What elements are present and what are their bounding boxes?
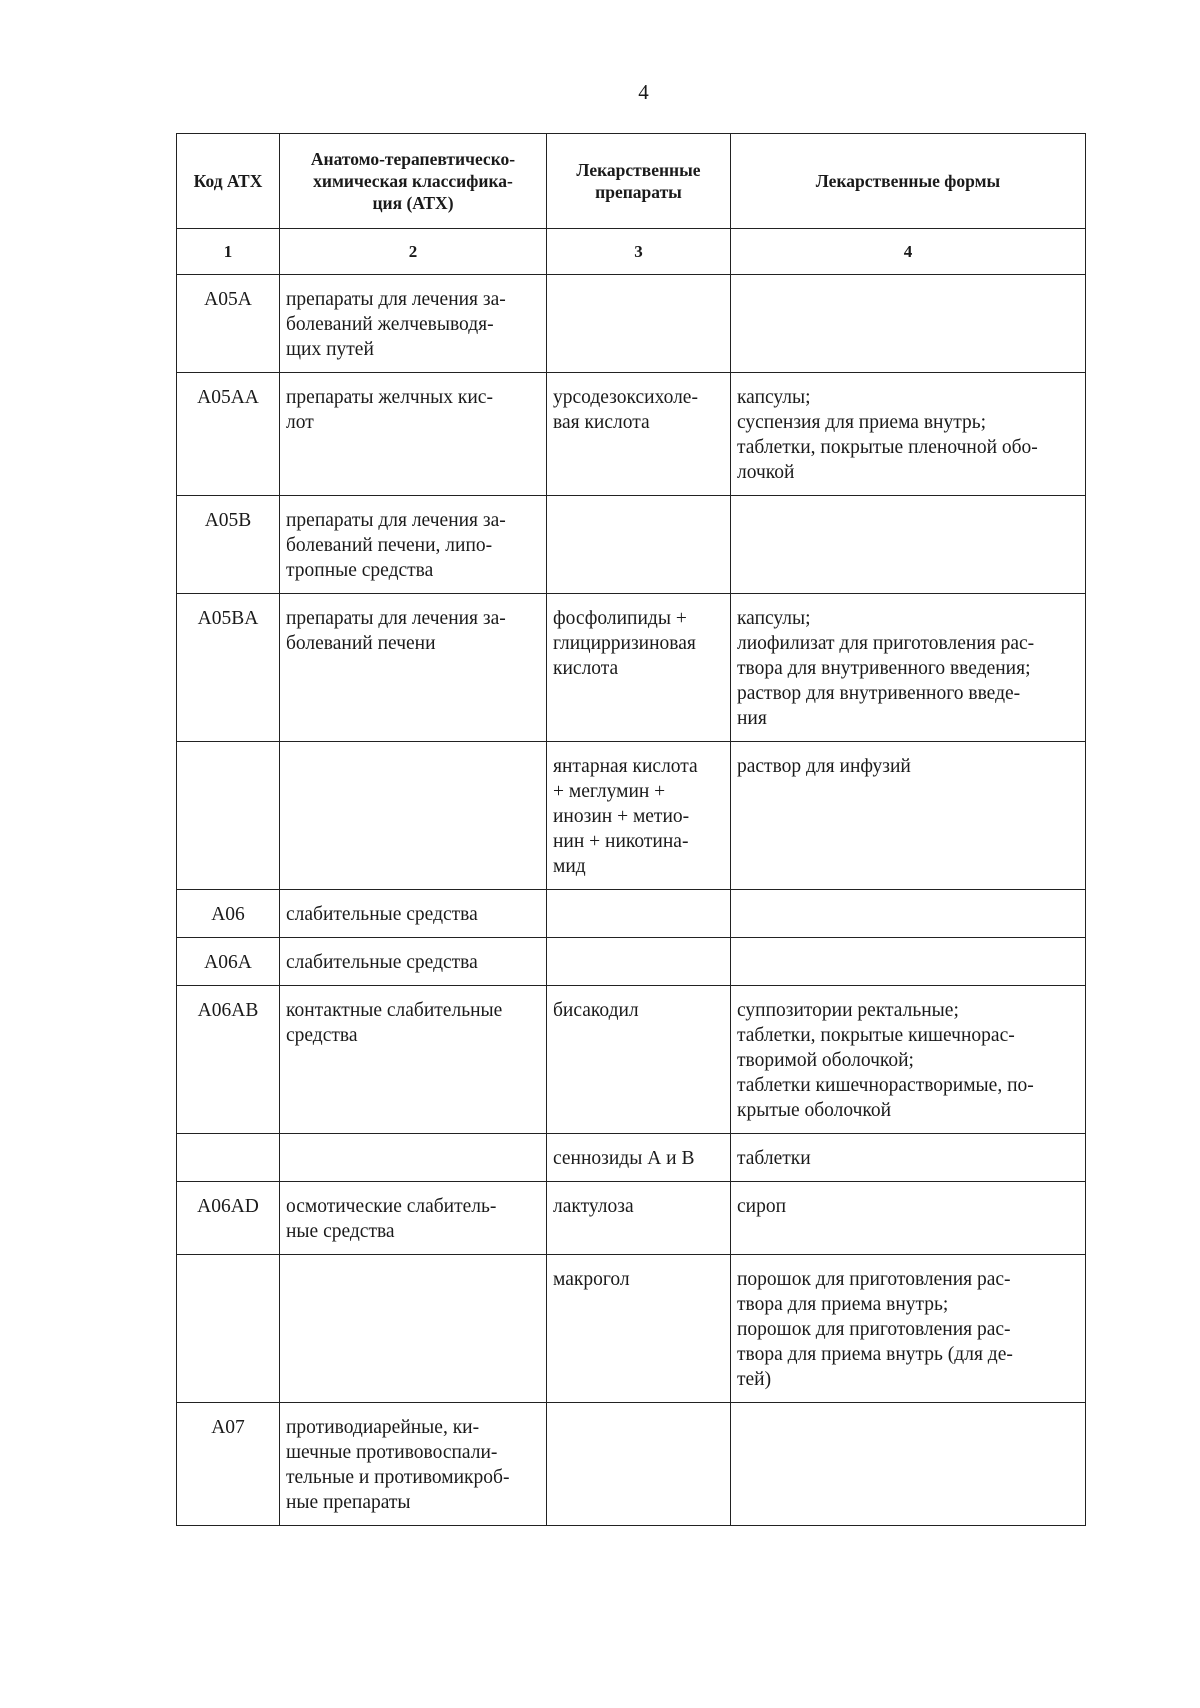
table-row xyxy=(177,373,1086,496)
column-number: 3 xyxy=(547,229,731,275)
cell-text-line: болеваний печени xyxy=(286,633,436,654)
table-header-row xyxy=(177,134,1086,229)
table-row xyxy=(177,986,1086,1134)
cell-text-line: средства xyxy=(286,1025,358,1046)
medicinal-product-cell xyxy=(547,275,731,373)
medicinal-product-cell xyxy=(547,742,731,890)
classification-cell xyxy=(280,373,547,496)
cell-text-line: болеваний печени, липо- xyxy=(286,535,493,556)
table-row xyxy=(177,1403,1086,1526)
header-text-line: Анатомо-терапевтическо- xyxy=(310,149,516,169)
cell-text-line: тельные и противомикроб- xyxy=(286,1467,510,1488)
cell-text-line: ные средства xyxy=(286,1221,395,1242)
cell-text-line: капсулы; xyxy=(737,608,811,629)
atc-code-cell: A06AD xyxy=(177,1182,280,1255)
dosage-forms-cell xyxy=(731,1182,1086,1255)
header-text-line: Код АТХ xyxy=(193,171,263,191)
medicinal-product-cell xyxy=(547,938,731,986)
cell-text-line: порошок для приготовления рас- xyxy=(737,1319,1011,1340)
cell-text-line: ные препараты xyxy=(286,1492,411,1513)
cell-text-line: творимой оболочкой; xyxy=(737,1050,914,1071)
cell-text-line: болеваний желчевыводя- xyxy=(286,314,494,335)
cell-text-line: суспензия для приема внутрь; xyxy=(737,412,987,433)
classification-cell xyxy=(280,890,547,938)
classification-cell xyxy=(280,594,547,742)
cell-text-line: лиофилизат для приготовления рас- xyxy=(737,633,1035,654)
table-row xyxy=(177,890,1086,938)
atc-code-cell xyxy=(177,742,280,890)
cell-text-line: таблетки, покрытые кишечнорас- xyxy=(737,1025,1015,1046)
cell-text-line: суппозитории ректальные; xyxy=(737,1000,959,1021)
cell-text-line: вая кислота xyxy=(553,412,650,433)
cell-text-line: инозин + метио- xyxy=(553,806,690,827)
medicinal-product-cell xyxy=(547,496,731,594)
dosage-forms-cell xyxy=(731,594,1086,742)
classification-cell xyxy=(280,1403,547,1526)
header-medicinal-products xyxy=(547,134,731,229)
table-row xyxy=(177,1255,1086,1403)
cell-text-line: глицирризиновая xyxy=(553,633,696,654)
cell-text-line: макрогол xyxy=(553,1269,630,1290)
cell-text-line: слабительные средства xyxy=(286,952,478,973)
medicinal-product-cell xyxy=(547,1403,731,1526)
atc-code-cell: A05BA xyxy=(177,594,280,742)
dosage-forms-cell xyxy=(731,890,1086,938)
cell-text-line: твора для внутривенного введения; xyxy=(737,658,1031,679)
table-row xyxy=(177,275,1086,373)
cell-text-line: нин + никотина- xyxy=(553,831,689,852)
medicinal-product-cell xyxy=(547,890,731,938)
classification-cell xyxy=(280,742,547,890)
cell-text-line: ния xyxy=(737,708,767,729)
header-text-line: Лекарственные формы xyxy=(815,171,1001,191)
cell-text-line: мид xyxy=(553,856,586,877)
header-atc-code xyxy=(177,134,280,229)
column-number: 1 xyxy=(177,229,280,275)
cell-text-line: крытые оболочкой xyxy=(737,1100,892,1121)
cell-text-line: таблетки кишечнорастворимые, по- xyxy=(737,1075,1034,1096)
cell-text-line: раствор для внутривенного введе- xyxy=(737,683,1021,704)
dosage-forms-cell xyxy=(731,1255,1086,1403)
header-text-line: химическая классифика- xyxy=(313,171,513,191)
dosage-forms-cell xyxy=(731,496,1086,594)
cell-text-line: щих путей xyxy=(286,339,374,360)
header-text-line: Лекарственные xyxy=(576,160,701,180)
cell-text-line: капсулы; xyxy=(737,387,811,408)
cell-text-line: раствор для инфузий xyxy=(737,756,911,777)
dosage-forms-cell xyxy=(731,373,1086,496)
column-number: 2 xyxy=(280,229,547,275)
cell-text-line: сироп xyxy=(737,1196,787,1217)
atc-code-cell: A07 xyxy=(177,1403,280,1526)
cell-text-line: препараты для лечения за- xyxy=(286,289,506,310)
classification-cell xyxy=(280,1255,547,1403)
cell-text-line: + меглумин + xyxy=(553,781,666,802)
cell-text-line: таблетки xyxy=(737,1148,811,1169)
dosage-forms-cell xyxy=(731,275,1086,373)
atc-table xyxy=(176,133,1086,1526)
cell-text-line: препараты для лечения за- xyxy=(286,510,506,531)
atc-code-cell: A06A xyxy=(177,938,280,986)
cell-text-line: препараты желчных кис- xyxy=(286,387,493,408)
table-body xyxy=(177,275,1086,1526)
dosage-forms-cell xyxy=(731,986,1086,1134)
table-row xyxy=(177,1134,1086,1182)
cell-text-line: тропные средства xyxy=(286,560,434,581)
table-row xyxy=(177,1182,1086,1255)
table-row xyxy=(177,496,1086,594)
header-dosage-forms xyxy=(731,134,1086,229)
header-text-line: ция (АТХ) xyxy=(372,193,454,213)
cell-text-line: таблетки, покрытые пленочной обо- xyxy=(737,437,1038,458)
column-number: 4 xyxy=(731,229,1086,275)
cell-text-line: лот xyxy=(286,412,314,433)
column-number-row xyxy=(177,229,1086,275)
cell-text-line: твора для приема внутрь; xyxy=(737,1294,949,1315)
cell-text-line: противодиарейные, ки- xyxy=(286,1417,480,1438)
cell-text-line: янтарная кислота xyxy=(553,756,698,777)
medicinal-product-cell xyxy=(547,1134,731,1182)
medicinal-product-cell xyxy=(547,1182,731,1255)
medicinal-product-cell xyxy=(547,986,731,1134)
cell-text-line: твора для приема внутрь (для де- xyxy=(737,1344,1013,1365)
cell-text-line: лактулоза xyxy=(553,1196,634,1217)
dosage-forms-cell xyxy=(731,938,1086,986)
cell-text-line: препараты для лечения за- xyxy=(286,608,506,629)
cell-text-line: осмотические слабитель- xyxy=(286,1196,497,1217)
atc-code-cell: A06AB xyxy=(177,986,280,1134)
dosage-forms-cell xyxy=(731,742,1086,890)
classification-cell xyxy=(280,938,547,986)
medicinal-product-cell xyxy=(547,1255,731,1403)
cell-text-line: бисакодил xyxy=(553,1000,639,1021)
page-number: 4 xyxy=(638,80,649,104)
table-row xyxy=(177,594,1086,742)
header-atc-classification xyxy=(280,134,547,229)
atc-code-cell: A05A xyxy=(177,275,280,373)
cell-text-line: порошок для приготовления рас- xyxy=(737,1269,1011,1290)
atc-code-cell: A05AA xyxy=(177,373,280,496)
classification-cell xyxy=(280,986,547,1134)
cell-text-line: лочкой xyxy=(737,462,795,483)
cell-text-line: урсодезоксихоле- xyxy=(553,387,698,408)
medicinal-product-cell xyxy=(547,373,731,496)
classification-cell xyxy=(280,1134,547,1182)
table-row xyxy=(177,938,1086,986)
cell-text-line: сеннозиды А и В xyxy=(553,1148,695,1169)
cell-text-line: тей) xyxy=(737,1369,772,1390)
medicinal-product-cell xyxy=(547,594,731,742)
atc-code-cell: A06 xyxy=(177,890,280,938)
atc-code-cell xyxy=(177,1255,280,1403)
atc-code-cell xyxy=(177,1134,280,1182)
cell-text-line: шечные противовоспали- xyxy=(286,1442,498,1463)
cell-text-line: контактные слабительные xyxy=(286,1000,503,1021)
classification-cell xyxy=(280,275,547,373)
dosage-forms-cell xyxy=(731,1134,1086,1182)
classification-cell xyxy=(280,496,547,594)
atc-code-cell: A05B xyxy=(177,496,280,594)
header-text-line: препараты xyxy=(595,182,682,202)
classification-cell xyxy=(280,1182,547,1255)
cell-text-line: слабительные средства xyxy=(286,904,478,925)
cell-text-line: кислота xyxy=(553,658,619,679)
dosage-forms-cell xyxy=(731,1403,1086,1526)
table-row xyxy=(177,742,1086,890)
cell-text-line: фосфолипиды + xyxy=(553,608,687,629)
